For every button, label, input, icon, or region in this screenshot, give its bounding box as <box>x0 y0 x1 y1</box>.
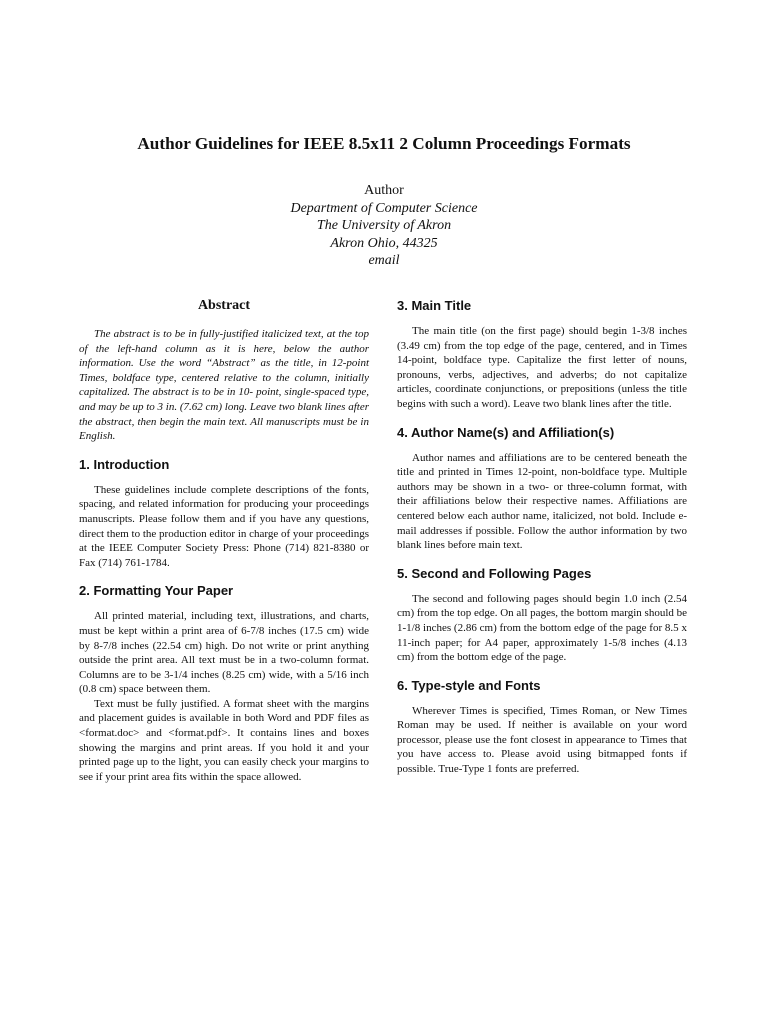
section-paragraph: Wherever Times is specified, Times Roman, or New Times Roman may be used. If neither is available on your word processor, please use the font closest in appearance to Times that you have access to. Please avoid using bitmapped fonts if possible. True-Type 1 fonts are preferred. <box>397 704 687 776</box>
section-paragraph: The second and following pages should begin 1.0 inch (2.54 cm) from the top edge. On all pages, the bottom margin should be 1-1/8 inches (2.86 cm) from the bottom edge of the page for 8.5 x 11-inch paper; for A4 paper, approximately 1-5/8 inches (4.13 cm) from the bottom edge of the page. <box>397 592 688 664</box>
section-heading: 2. Formatting Your Paper <box>79 583 234 599</box>
author-email: email <box>368 253 400 269</box>
abstract-section <box>79 298 369 444</box>
section-paragraph: Author names and affiliations are to be centered beneath the title and printed in Times 12-point, non-boldface type. Multiple authors may be shown in a two- or three-column format, with their affiliations below their respective names. Affiliations are centered below each author name, italicized, not bold. Include e-mail addresses if possible. Follow the author information by two blank lines before main text. <box>397 451 687 552</box>
section-introduction <box>79 457 369 571</box>
section-heading: 4. Author Name(s) and Affiliation(s) <box>397 424 615 440</box>
section-heading: 6. Type-style and Fonts <box>397 677 541 693</box>
section-heading: 3. Main Title <box>397 298 472 313</box>
section-following-pages <box>397 566 687 665</box>
section-paragraph: All printed material, including text, illustrations, and charts, must be kept within a print area of 6-7/8 inches (17.5 cm) wide by 8-7/8 inches (22.54 cm) high. Do not write or print anything outside the print area. All text must be in a two-column format. Columns are to be 3-1/4 inches (8.25 cm) wide, with a 5/16 inch (0.8 cm) space between them. <box>79 610 369 696</box>
section-formatting <box>79 583 369 784</box>
section-paragraph: The main title (on the first page) should begin 1-3/8 inches (3.49 cm) from the top edge of the page, centered, and in Times 14-point, boldface type. Capitalize the first letter of nouns, pronouns, verbs, adjectives, and adverbs; do not capitalize articles, coordinate conjunctions, or prepositions (unless the title begins with such a word). Leave two blank lines after the title. <box>397 325 687 410</box>
abstract-heading: Abstract <box>197 298 251 313</box>
author-block <box>0 182 768 270</box>
section-author-names <box>397 425 687 553</box>
section-heading: 5. Second and Following Pages <box>397 565 592 581</box>
author-department: Department of Computer Science <box>290 200 478 216</box>
section-paragraph: These guidelines include complete descriptions of the fonts, spacing, and related information for producing your proceedings manuscripts. Please follow them and if you have any questions, direct them to the production editor in charge of your proceedings at the IEEE Computer Society Press: Phone (714) 821-8380 or Fax (714) 761-1784. <box>79 483 369 569</box>
section-type-style <box>397 678 687 777</box>
abstract-text: The abstract is to be in fully-justified italicized text, at the top of the left-hand column as it is here, below the author information. Use the word “Abstract” as the title, in 12-point Times, boldface type, centered relative to the column, initially capitalized. The abstract is to be in 10- point, single-spaced type, and may be up to 3 in. (7.62 cm) long. Leave two blank lines after the abstract, then begin the main text. All manuscripts must be in English. <box>79 328 369 443</box>
author-name: Author <box>364 183 404 198</box>
section-heading: 1. Introduction <box>79 456 170 472</box>
paper-title: Author Guidelines for IEEE 8.5x11 2 Column Proceedings Formats <box>137 134 631 153</box>
author-university: The University of Akron <box>316 218 452 234</box>
section-main-title <box>397 298 687 412</box>
right-column <box>397 298 687 790</box>
author-location: Akron Ohio, 44325 <box>330 235 438 251</box>
left-column <box>79 298 369 797</box>
section-paragraph: Text must be fully justified. A format sheet with the margins and placement guides is available in both Word and PDF files as <format.doc> and <format.pdf>. It contains lines and boxes showing the margins and print areas. If you hold it and your printed page up to the light, you can easily check your margins to see if your print area fits within the space allowed. <box>79 697 369 783</box>
